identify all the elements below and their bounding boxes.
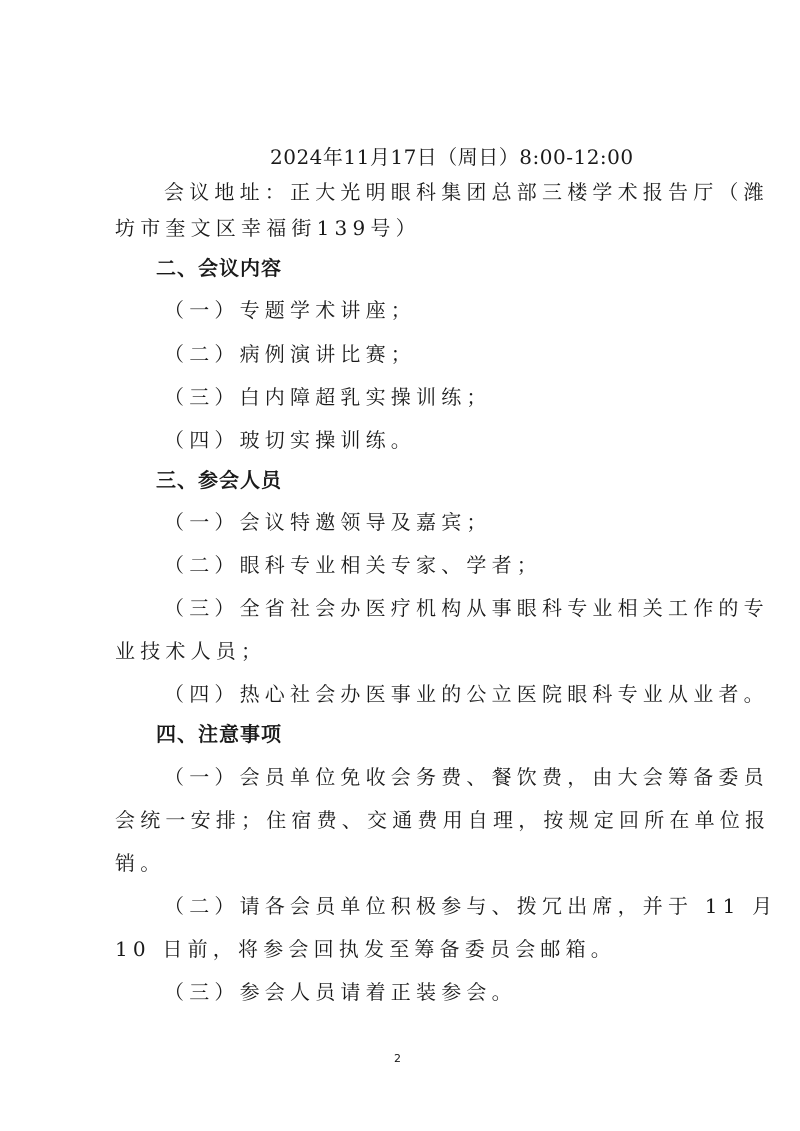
page-number: 2 — [394, 1052, 401, 1065]
attendee-item: （二）眼科专业相关专家、学者； — [164, 553, 542, 577]
note-item-continued: 销。 — [115, 851, 166, 875]
content-item: （二）病例演讲比赛； — [164, 342, 416, 366]
meeting-time: 2024年11月17日（周日）8:00-12:00 — [270, 145, 634, 169]
note-item: （一）会员单位免收会务费、餐饮费，由大会筹备委员 — [164, 765, 769, 789]
attendee-item: （四）热心社会办医事业的公立医院眼科专业从业者。 — [164, 682, 769, 706]
attendee-item: （三）全省社会办医疗机构从事眼科专业相关工作的专 — [164, 596, 769, 620]
attendee-item-continued: 业技术人员； — [115, 639, 267, 663]
meeting-address-line2: 坊市奎文区幸福街139号） — [115, 216, 421, 240]
content-item: （三）白内障超乳实操训练； — [164, 385, 492, 409]
note-item-continued: 会统一安排；住宿费、交通费用自理，按规定回所在单位报 — [115, 808, 771, 832]
note-item: （三）参会人员请着正装参会。 — [164, 980, 517, 1004]
section-heading-content: 二、会议内容 — [156, 256, 282, 280]
content-item: （一）专题学术讲座； — [164, 298, 416, 322]
attendee-item: （一）会议特邀领导及嘉宾； — [164, 510, 492, 534]
meeting-address-line1: 会议地址：正大光明眼科集团总部三楼学术报告厅（潍 — [164, 180, 769, 204]
note-item: （二）请各会员单位积极参与、拨冗出席，并于 11 月 — [164, 894, 778, 918]
section-heading-attendees: 三、参会人员 — [156, 468, 282, 492]
section-heading-notes: 四、注意事项 — [156, 722, 282, 746]
note-item-continued: 10 日前，将参会回执发至筹备委员会邮箱。 — [115, 937, 617, 961]
content-item: （四）玻切实操训练。 — [164, 428, 416, 452]
